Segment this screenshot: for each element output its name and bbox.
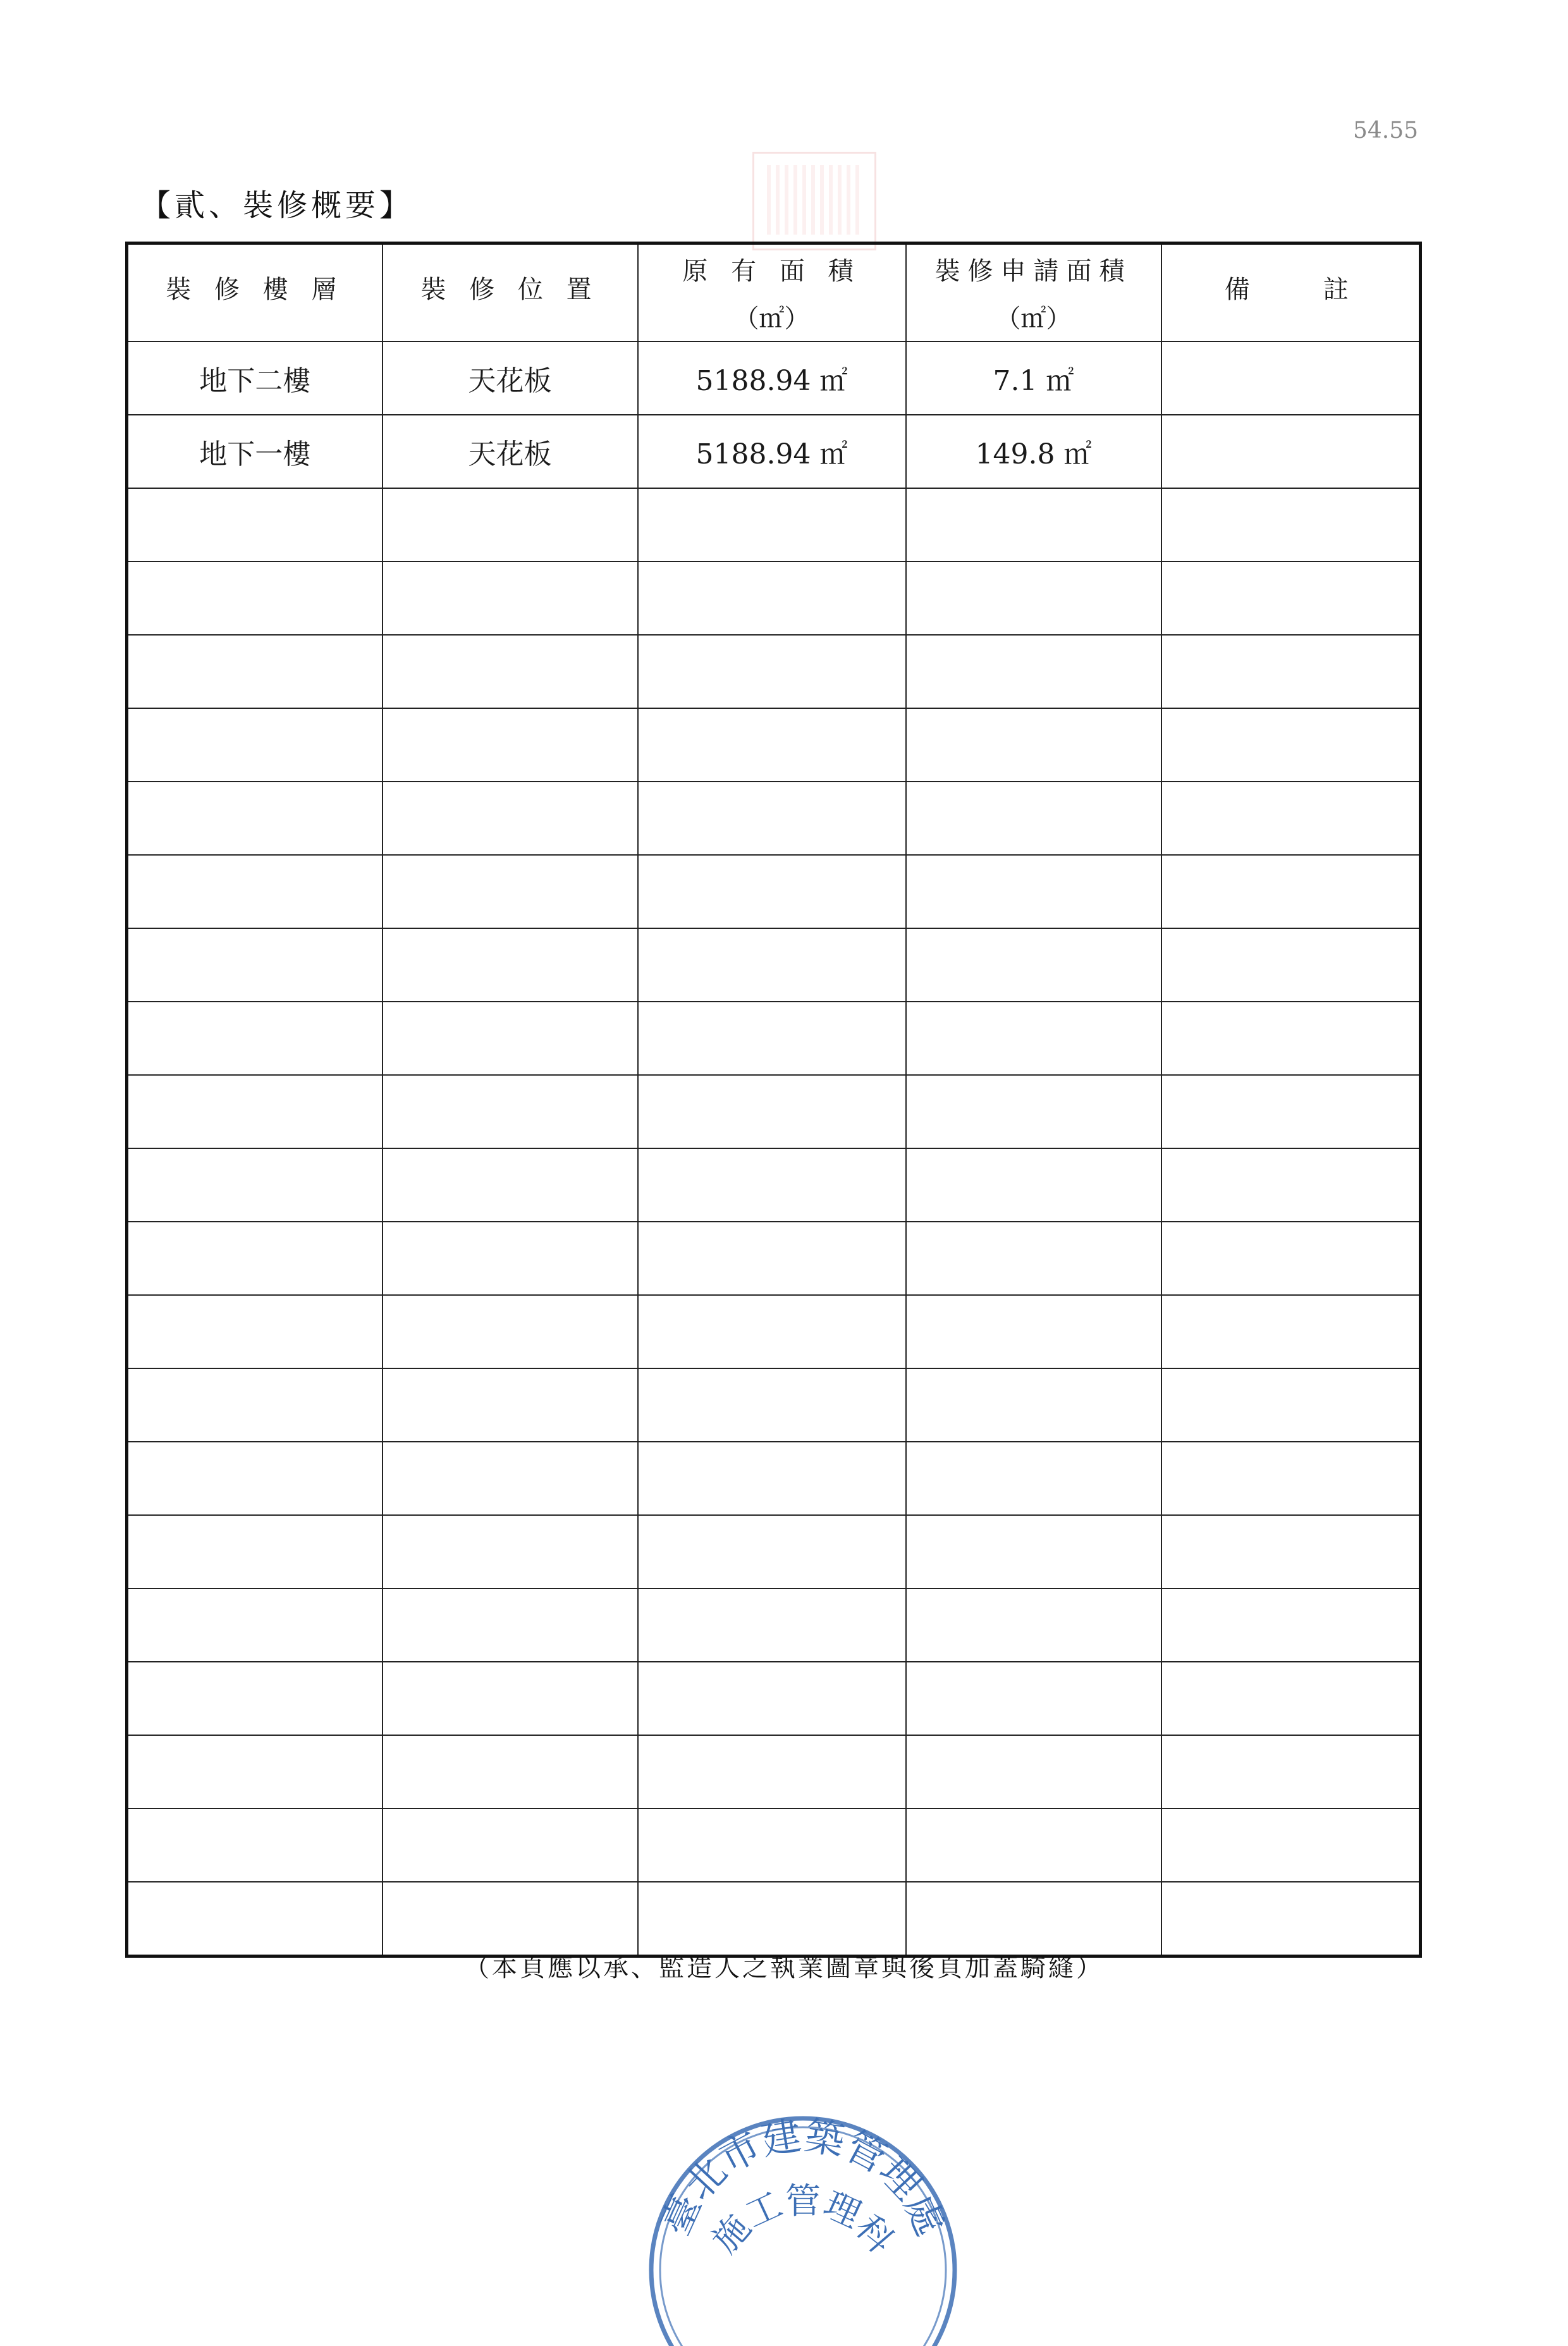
cell-floor: 地下一樓 [127,415,383,488]
table-cell-empty [383,708,638,782]
table-cell-empty [1161,1148,1421,1222]
table-cell-empty [127,1148,383,1222]
table-cell-empty [383,1882,638,1956]
table-cell-empty [383,1588,638,1662]
table-row-empty [127,1662,1421,1735]
table-row [127,415,1421,488]
table-cell-empty [383,1515,638,1588]
table-cell-empty [638,1075,906,1148]
table-cell-empty [638,635,906,708]
table-row-empty [127,928,1421,1002]
table-cell-empty [1161,1002,1421,1075]
table-cell-empty [906,1735,1161,1809]
table-cell-empty [638,1295,906,1368]
table-row-empty [127,782,1421,855]
table-cell-empty [1161,1075,1421,1148]
table-row-empty [127,708,1421,782]
table-cell-empty [1161,635,1421,708]
table-row-empty [127,488,1421,562]
table-row-empty [127,1442,1421,1515]
cell-applied-area: 7.1 ㎡ [906,341,1161,415]
table-cell-empty [906,1662,1161,1735]
table-cell-empty [906,1515,1161,1588]
table-cell-empty [127,1588,383,1662]
table-cell-empty [638,1809,906,1882]
table-cell-empty [1161,562,1421,635]
table-cell-empty [127,1809,383,1882]
official-seal-icon [639,2080,967,2346]
table-cell-empty [383,1735,638,1809]
header-applied-area: 裝修申請面積 （㎡） [906,243,1161,342]
table-cell-empty [127,1882,383,1956]
table-cell-empty [1161,1735,1421,1809]
table-cell-empty [906,1882,1161,1956]
table-cell-empty [1161,1882,1421,1956]
table-cell-empty [127,1002,383,1075]
faint-stamp-mark [752,152,876,250]
table-row-empty [127,1222,1421,1295]
table-cell-empty [127,1735,383,1809]
table-cell-empty [383,782,638,855]
table-cell-empty [1161,1662,1421,1735]
table-cell-empty [906,562,1161,635]
table-row-empty [127,635,1421,708]
table-cell-empty [1161,855,1421,928]
table-cell-empty [1161,1809,1421,1882]
table-cell-empty [127,635,383,708]
table-cell-empty [638,562,906,635]
cell-location: 天花板 [383,341,638,415]
table-cell-empty [127,1075,383,1148]
table-row-empty [127,855,1421,928]
table-row-empty [127,1809,1421,1882]
table-cell-empty [638,1442,906,1515]
table-cell-empty [638,488,906,562]
table-cell-empty [1161,1588,1421,1662]
table-cell-empty [638,855,906,928]
table-cell-empty [1161,1515,1421,1588]
page-number: 54.55 [1353,118,1419,144]
table-cell-empty [383,855,638,928]
table-cell-empty [638,928,906,1002]
table-header-row [127,243,1421,342]
table-cell-empty [127,1368,383,1442]
table-row-empty [127,562,1421,635]
table-cell-empty [383,488,638,562]
table-row-empty [127,1368,1421,1442]
table-cell-empty [383,1442,638,1515]
table-row-empty [127,1515,1421,1588]
header-location: 裝 修 位 置 [383,243,638,342]
renovation-summary-table [125,242,1422,1958]
table-cell-empty [127,1442,383,1515]
header-original-area: 原 有 面 積 （㎡） [638,243,906,342]
table-cell-empty [638,1735,906,1809]
table-cell-empty [127,928,383,1002]
table-cell-empty [383,1809,638,1882]
table-cell-empty [638,708,906,782]
table-cell-empty [906,488,1161,562]
footer-note: （本頁應以承、監造人之執業圖章與後頁加蓋騎縫） [464,1953,1104,1982]
table-cell-empty [638,1662,906,1735]
table-row-empty [127,1882,1421,1956]
cell-floor: 地下二樓 [127,341,383,415]
table-row-empty [127,1295,1421,1368]
table-cell-empty [906,708,1161,782]
table-cell-empty [1161,1368,1421,1442]
cell-remarks [1161,341,1421,415]
table-cell-empty [906,1295,1161,1368]
table-cell-empty [906,928,1161,1002]
table-cell-empty [383,1075,638,1148]
table-cell-empty [906,1002,1161,1075]
table-cell-empty [127,488,383,562]
header-floor: 裝 修 樓 層 [127,243,383,342]
table-cell-empty [383,928,638,1002]
table-cell-empty [638,1588,906,1662]
table-cell-empty [383,1148,638,1222]
table-cell-empty [1161,928,1421,1002]
cell-original-area: 5188.94 ㎡ [638,415,906,488]
table-row-empty [127,1735,1421,1809]
table-cell-empty [906,1148,1161,1222]
table-cell-empty [1161,1442,1421,1515]
cell-remarks [1161,415,1421,488]
header-remarks: 備 註 [1161,243,1421,342]
table-cell-empty [638,1515,906,1588]
table-cell-empty [906,1588,1161,1662]
table-cell-empty [638,1002,906,1075]
table-cell-empty [906,782,1161,855]
table-cell-empty [383,1295,638,1368]
table-row-empty [127,1002,1421,1075]
table-cell-empty [383,1002,638,1075]
table-cell-empty [127,1662,383,1735]
table-cell-empty [1161,1222,1421,1295]
table-cell-empty [906,1442,1161,1515]
cell-applied-area: 149.8 ㎡ [906,415,1161,488]
table-cell-empty [127,1222,383,1295]
seal-subtext: 施工管理科 [704,2181,902,2261]
table-row-empty [127,1588,1421,1662]
table-cell-empty [383,1662,638,1735]
table-cell-empty [1161,488,1421,562]
table-cell-empty [638,1148,906,1222]
table-cell-empty [1161,1295,1421,1368]
table-cell-empty [383,1368,638,1442]
table-cell-empty [127,562,383,635]
table-cell-empty [127,708,383,782]
table-cell-empty [127,1515,383,1588]
table-cell-empty [638,1222,906,1295]
section-title: 【貳、裝修概要】 [140,188,414,223]
table-cell-empty [383,635,638,708]
table-cell-empty [1161,782,1421,855]
table-cell-empty [1161,708,1421,782]
table-cell-empty [906,1075,1161,1148]
cell-original-area: 5188.94 ㎡ [638,341,906,415]
table-cell-empty [906,1222,1161,1295]
table-cell-empty [383,562,638,635]
seal-text: 臺北市建築管理處 [652,2112,954,2242]
table-cell-empty [906,1368,1161,1442]
cell-location: 天花板 [383,415,638,488]
table-cell-empty [638,1882,906,1956]
table-cell-empty [638,1368,906,1442]
table-row-empty [127,1075,1421,1148]
table-cell-empty [638,782,906,855]
table-cell-empty [906,1809,1161,1882]
table-row [127,341,1421,415]
table-cell-empty [127,1295,383,1368]
table-cell-empty [127,855,383,928]
table-cell-empty [383,1222,638,1295]
table-row-empty [127,1148,1421,1222]
table-cell-empty [906,855,1161,928]
table-cell-empty [127,782,383,855]
table-cell-empty [906,635,1161,708]
